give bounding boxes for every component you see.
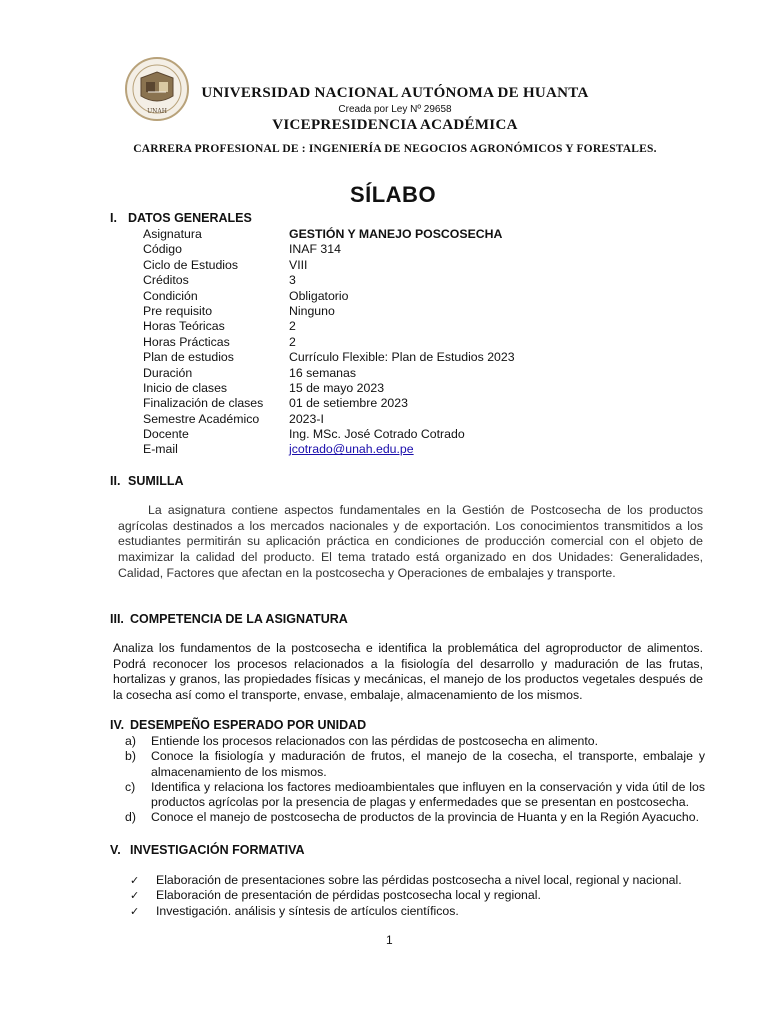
general-data-label: Horas Teóricas: [143, 319, 225, 334]
general-data-label: Finalización de clases: [143, 396, 264, 411]
general-data-row: [143, 366, 515, 381]
desempeno-item: [125, 810, 705, 825]
section-heading-investigacion: V. INVESTIGACIÓN FORMATIVA: [110, 843, 305, 857]
general-data-label: Condición: [143, 288, 198, 303]
investigacion-item: [130, 888, 690, 903]
general-data-row: [143, 412, 515, 427]
email-link[interactable]: jcotrado@unah.edu.pe: [289, 442, 414, 457]
general-data-value: GESTIÓN Y MANEJO POSCOSECHA: [289, 227, 503, 241]
checkmark-icon: ✓: [130, 904, 140, 918]
vice-presidency: VICEPRESIDENCIA ACADÉMICA: [272, 117, 518, 133]
general-data-label: E-mail: [143, 442, 178, 457]
investigacion-list: [130, 873, 690, 919]
investigacion-item: [130, 904, 690, 919]
general-data-value: 2023-I: [289, 411, 324, 426]
general-data-row: [143, 396, 515, 411]
general-data-value: Ing. MSc. José Cotrado Cotrado: [289, 427, 465, 442]
general-data-label: Asignatura: [143, 227, 202, 241]
list-marker: a): [125, 734, 136, 748]
section-heading-competencia: III. COMPETENCIA DE LA ASIGNATURA: [110, 612, 348, 626]
university-seal-icon: [124, 56, 190, 122]
general-data-row: [143, 289, 515, 304]
list-marker: d): [125, 810, 136, 825]
list-marker: b): [125, 749, 136, 764]
sumilla-paragraph: La asignatura contiene aspectos fundamentales en la Gestión de Postcosecha de los productos agrícolas destinados a los mercados nacionales y de exportación. Los conocimientos transmitidos a los estudiantes permitirán su aplicación práctica en condiciones de producción comercial con el objeto de maximizar la calidad del producto. El tema tratado está organizado en dos Unidades: Generalidades, Calidad, Factores que afectan en la postcosecha y Operaciones de embalajes y transporte.: [118, 503, 703, 580]
general-data-label: Plan de estudios: [143, 350, 234, 365]
career-name: CARRERA PROFESIONAL DE : INGENIERÍA DE NEGOCIOS AGRONÓMICOS Y FORESTALES.: [133, 143, 657, 155]
desempeno-text: Identifica y relaciona los factores medioambientales que influyen en la conservación y vida útil de los productos agrícolas por la presencia de plagas y enfermedades que se presentan en postcosecha.: [151, 779, 705, 810]
section-heading-desempeno: IV. DESEMPEÑO ESPERADO POR UNIDAD: [110, 718, 367, 732]
investigacion-text: Elaboración de presentaciones sobre las pérdidas postcosecha a nivel local, regional y nacional.: [156, 873, 682, 887]
university-name: UNIVERSIDAD NACIONAL AUTÓNOMA DE HUANTA: [201, 85, 589, 101]
general-data-label: Créditos: [143, 273, 189, 288]
investigacion-text: Investigación. análisis y síntesis de artículos científicos.: [156, 903, 459, 918]
investigacion-text: Elaboración de presentación de pérdidas postcosecha local y regional.: [156, 888, 541, 903]
general-data-label: Duración: [143, 365, 193, 380]
general-data-row: [143, 319, 515, 334]
general-data-table: [143, 227, 515, 458]
general-data-label: Inicio de clases: [143, 380, 228, 395]
general-data-label: Docente: [143, 427, 189, 442]
svg-text:UNAH: UNAH: [147, 108, 167, 115]
desempeno-item: [125, 749, 705, 780]
general-data-label: Código: [143, 242, 182, 257]
general-data-value: 01 de setiembre 2023: [289, 396, 408, 411]
general-data-value: 3: [289, 273, 296, 288]
document-title: SÍLABO: [349, 182, 437, 207]
general-data-row: [143, 442, 515, 457]
section-heading-sumilla: II. SUMILLA: [110, 474, 184, 488]
section-heading-datos-generales: I. DATOS GENERALES: [110, 211, 252, 225]
general-data-row: [143, 427, 515, 442]
creation-law: Creada por Ley Nº 29658: [338, 104, 452, 115]
checkmark-icon: ✓: [130, 889, 140, 903]
general-data-label: Pre requisito: [143, 303, 213, 318]
general-data-value: Ninguno: [289, 303, 335, 318]
general-data-value: Currículo Flexible: Plan de Estudios 2023: [289, 350, 515, 365]
general-data-value: 16 semanas: [289, 365, 356, 380]
desempeno-item: [125, 734, 705, 749]
investigacion-item: [130, 873, 690, 888]
general-data-row: [143, 273, 515, 288]
general-data-value: VIII: [289, 257, 308, 272]
general-data-row: [143, 242, 515, 257]
general-data-row: [143, 335, 515, 350]
general-data-row: [143, 258, 515, 273]
checkmark-icon: ✓: [130, 874, 140, 887]
general-data-row: [143, 227, 515, 242]
competencia-paragraph: Analiza los fundamentos de la postcosecha e identifica la problemática del agroproductor de alimentos. Podrá reconocer los procesos relacionados a la fisiología del desarrollo y maduración de las frutas, hortalizas y granos, las propiedades físicas y mecánicas, el manejo de los productos vegetales después de la cosecha así como el transporte, envase, embalaje, almacenamiento de los mismos.: [113, 641, 703, 702]
desempeno-item: [125, 780, 705, 811]
desempeno-list: [125, 734, 705, 826]
general-data-value: INAF 314: [289, 242, 341, 257]
desempeno-text: Entiende los procesos relacionados con las pérdidas de postcosecha en alimento.: [151, 734, 599, 748]
general-data-row: [143, 350, 515, 365]
general-data-label: Horas Prácticas: [143, 334, 230, 349]
desempeno-text: Conoce la fisiología y maduración de frutos, el manejo de la cosecha, el transporte, embalaje y almacenamiento de los mismos.: [151, 749, 705, 779]
general-data-value: 2: [289, 334, 296, 349]
general-data-row: [143, 381, 515, 396]
list-marker: c): [125, 779, 136, 794]
general-data-value: 15 de mayo 2023: [289, 380, 385, 395]
page-number: 1: [386, 933, 393, 947]
general-data-label: Ciclo de Estudios: [143, 257, 239, 272]
desempeno-text: Conoce el manejo de postcosecha de productos de la provincia de Huanta y en la Región Ayacucho.: [151, 810, 700, 825]
general-data-value: Obligatorio: [289, 288, 349, 303]
general-data-row: [143, 304, 515, 319]
general-data-value: 2: [289, 319, 296, 334]
general-data-label: Semestre Académico: [143, 411, 260, 426]
